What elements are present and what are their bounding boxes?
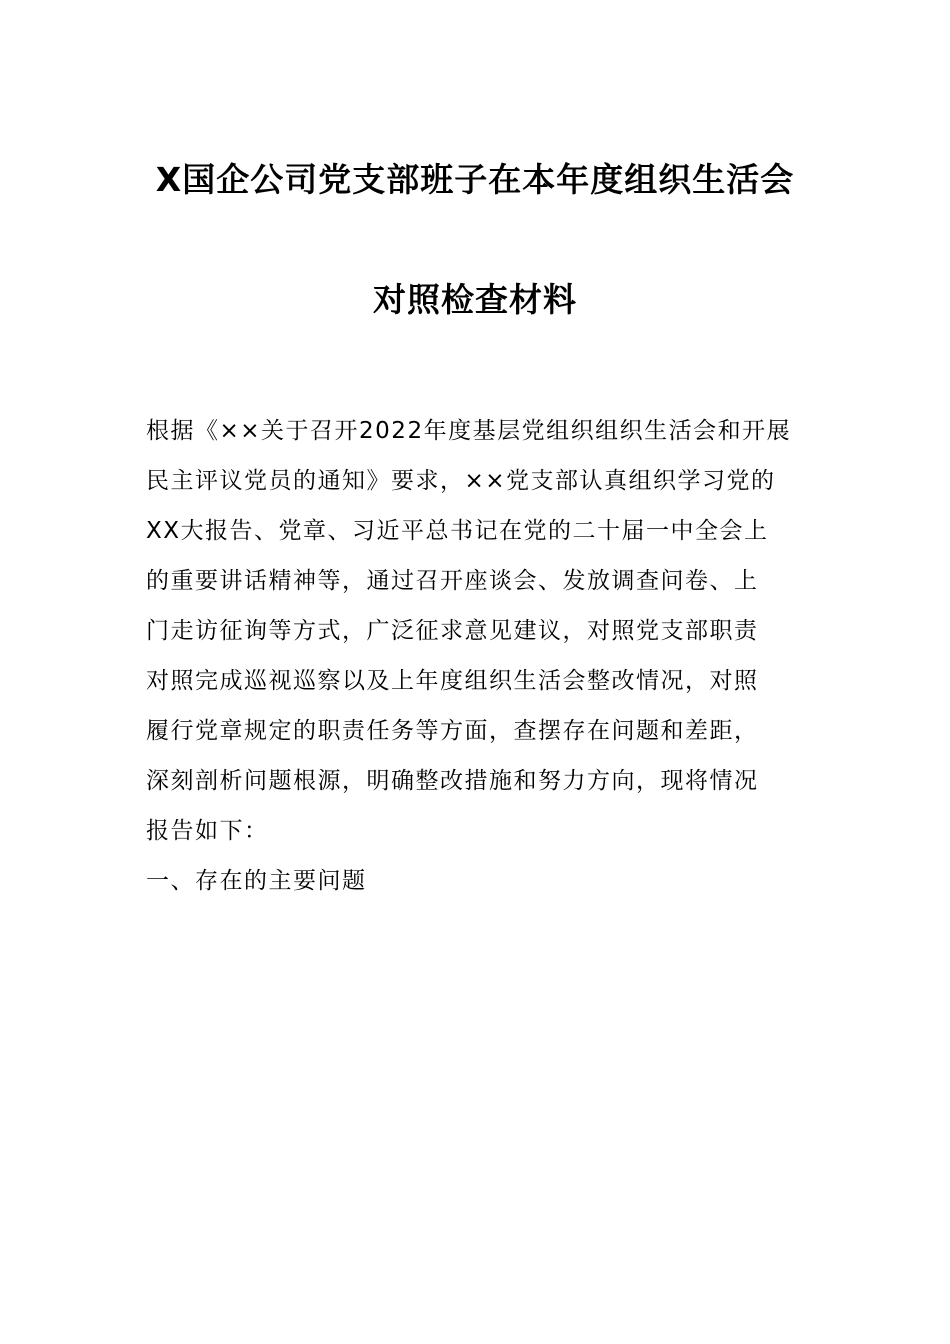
section-heading-1: 一、存在的主要问题 (146, 868, 367, 894)
intro-line: 对照完成巡视巡察以及上年度组织生活会整改情况，对照 (146, 668, 759, 694)
intro-line: 根据《××关于召开2022年度基层党组织组织生活会和开展 (146, 418, 792, 444)
intro-line: 的重要讲话精神等，通过召开座谈会、发放调查问卷、上 (146, 568, 759, 594)
intro-line: 民主评议党员的通知》要求，××党支部认真组织学习党的 (146, 468, 776, 494)
intro-line: 报告如下： (146, 818, 269, 844)
intro-line: XX大报告、党章、习近平总书记在党的二十届一中全会上 (146, 518, 769, 544)
intro-paragraph (146, 406, 816, 856)
intro-line: 履行党章规定的职责任务等方面，查摆存在问题和差距， (146, 718, 759, 744)
intro-line: 深刻剖析问题根源，明确整改措施和努力方向，现将情况 (146, 768, 759, 794)
document-title-line-2: 对照检查材料 (373, 280, 577, 319)
document-title-line-1: X国企公司党支部班子在本年度组织生活会 (155, 160, 795, 199)
intro-line: 门走访征询等方式，广泛征求意见建议，对照党支部职责 (146, 618, 759, 644)
